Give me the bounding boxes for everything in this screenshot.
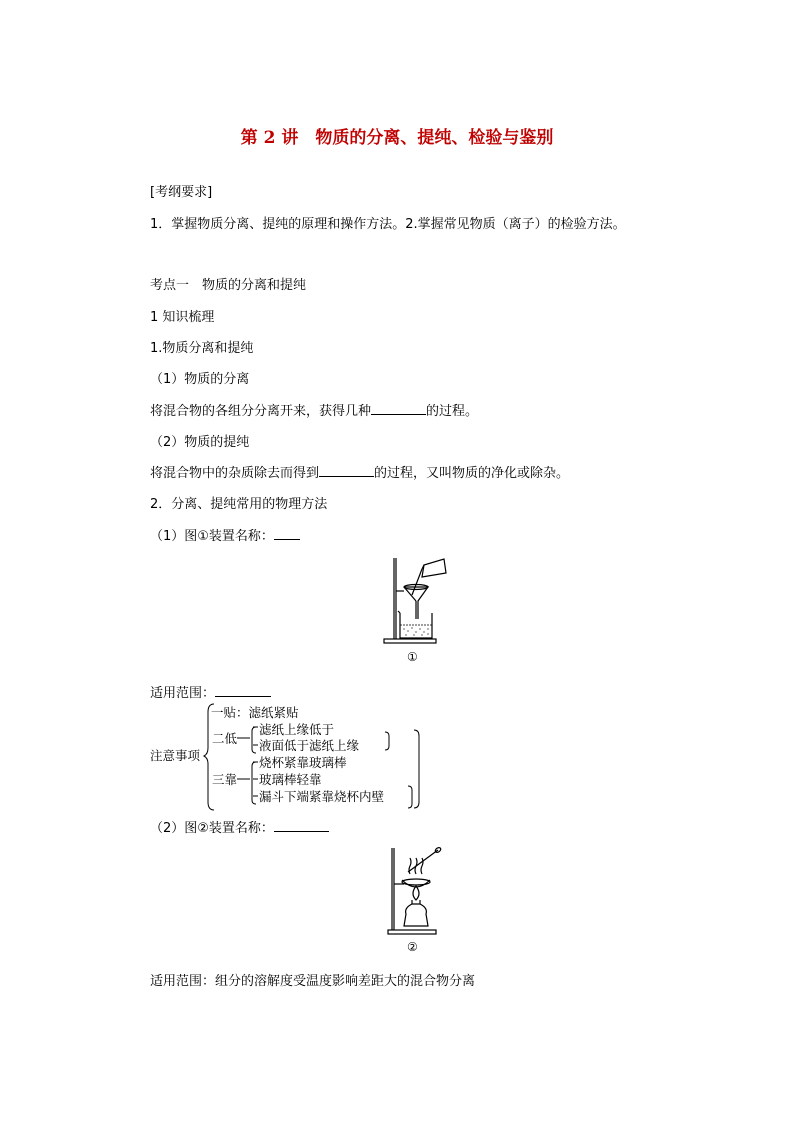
- note-three-lean-1: 玻璃棒轻靠: [259, 772, 322, 787]
- note-one-stick: 一贴：滤纸紧贴: [211, 705, 299, 720]
- sub1-blank: [371, 401, 426, 415]
- page-title: 第 2 讲 物质的分离、提纯、检验与鉴别: [240, 128, 554, 148]
- note-three-lean-2: 漏斗下端紧靠烧杯内壁: [259, 789, 385, 804]
- fig1-scope-line: [150, 682, 271, 701]
- note-two-low-1: 滤纸上缘低于: [259, 722, 335, 737]
- sub2-text-before: 将混合物中的杂质除去而得到: [150, 466, 320, 481]
- note-label: 注意事项: [150, 748, 201, 763]
- fig1-prompt: （1）图①装置名称：: [150, 529, 274, 544]
- notes-brackets: [200, 700, 430, 815]
- section-title: 考点一 物质的分离和提纯: [150, 278, 307, 293]
- note-three-lean-extra: 烧杯紧靠玻璃棒: [259, 755, 347, 770]
- fig2-blank: [274, 818, 329, 832]
- sub2-heading: （2）物质的提纯: [150, 435, 250, 450]
- fig1-prompt-line: [150, 525, 300, 544]
- sub1-text-before: 将混合物的各组分分离开来，获得几种: [150, 404, 372, 419]
- sub1-text: [150, 400, 478, 419]
- requirements-header: [考纲要求]: [150, 185, 213, 200]
- fig1-blank: [274, 526, 300, 540]
- fig1-caption: ①: [407, 650, 418, 664]
- sub1-text-after: 的过程。: [426, 404, 479, 419]
- note-two-low-label: 二低: [212, 731, 238, 746]
- fig2-prompt-line: [150, 817, 329, 836]
- fig2-scope: 适用范围：组分的溶解度受温度影响差距大的混合物分离: [150, 974, 476, 989]
- item1-heading: 1.物质分离和提纯: [150, 341, 254, 356]
- knowledge-heading: 1 知识梳理: [150, 310, 215, 325]
- requirements-text: 1．掌握物质分离、提纯的原理和操作方法。2.掌握常见物质（离子）的检验方法。: [150, 217, 626, 232]
- note-two-low-2: 液面低于滤纸上缘: [259, 738, 360, 753]
- sub2-blank: [319, 463, 374, 477]
- sub2-text-after: 的过程，又叫物质的净化或除杂。: [374, 466, 570, 481]
- sub2-text: [150, 462, 569, 481]
- fig2-caption: ②: [407, 940, 418, 954]
- note-three-lean-label: 三靠: [212, 772, 238, 787]
- sub1-heading: （1）物质的分离: [150, 372, 250, 387]
- fig1-scope-blank: [215, 683, 271, 697]
- evaporation-apparatus-figure: [382, 842, 446, 938]
- item2-heading: 2．分离、提纯常用的物理方法: [150, 497, 328, 512]
- filtration-apparatus-figure: [378, 555, 450, 647]
- fig1-scope-label: 适用范围：: [150, 686, 216, 701]
- fig2-prompt: （2）图②装置名称：: [150, 821, 274, 836]
